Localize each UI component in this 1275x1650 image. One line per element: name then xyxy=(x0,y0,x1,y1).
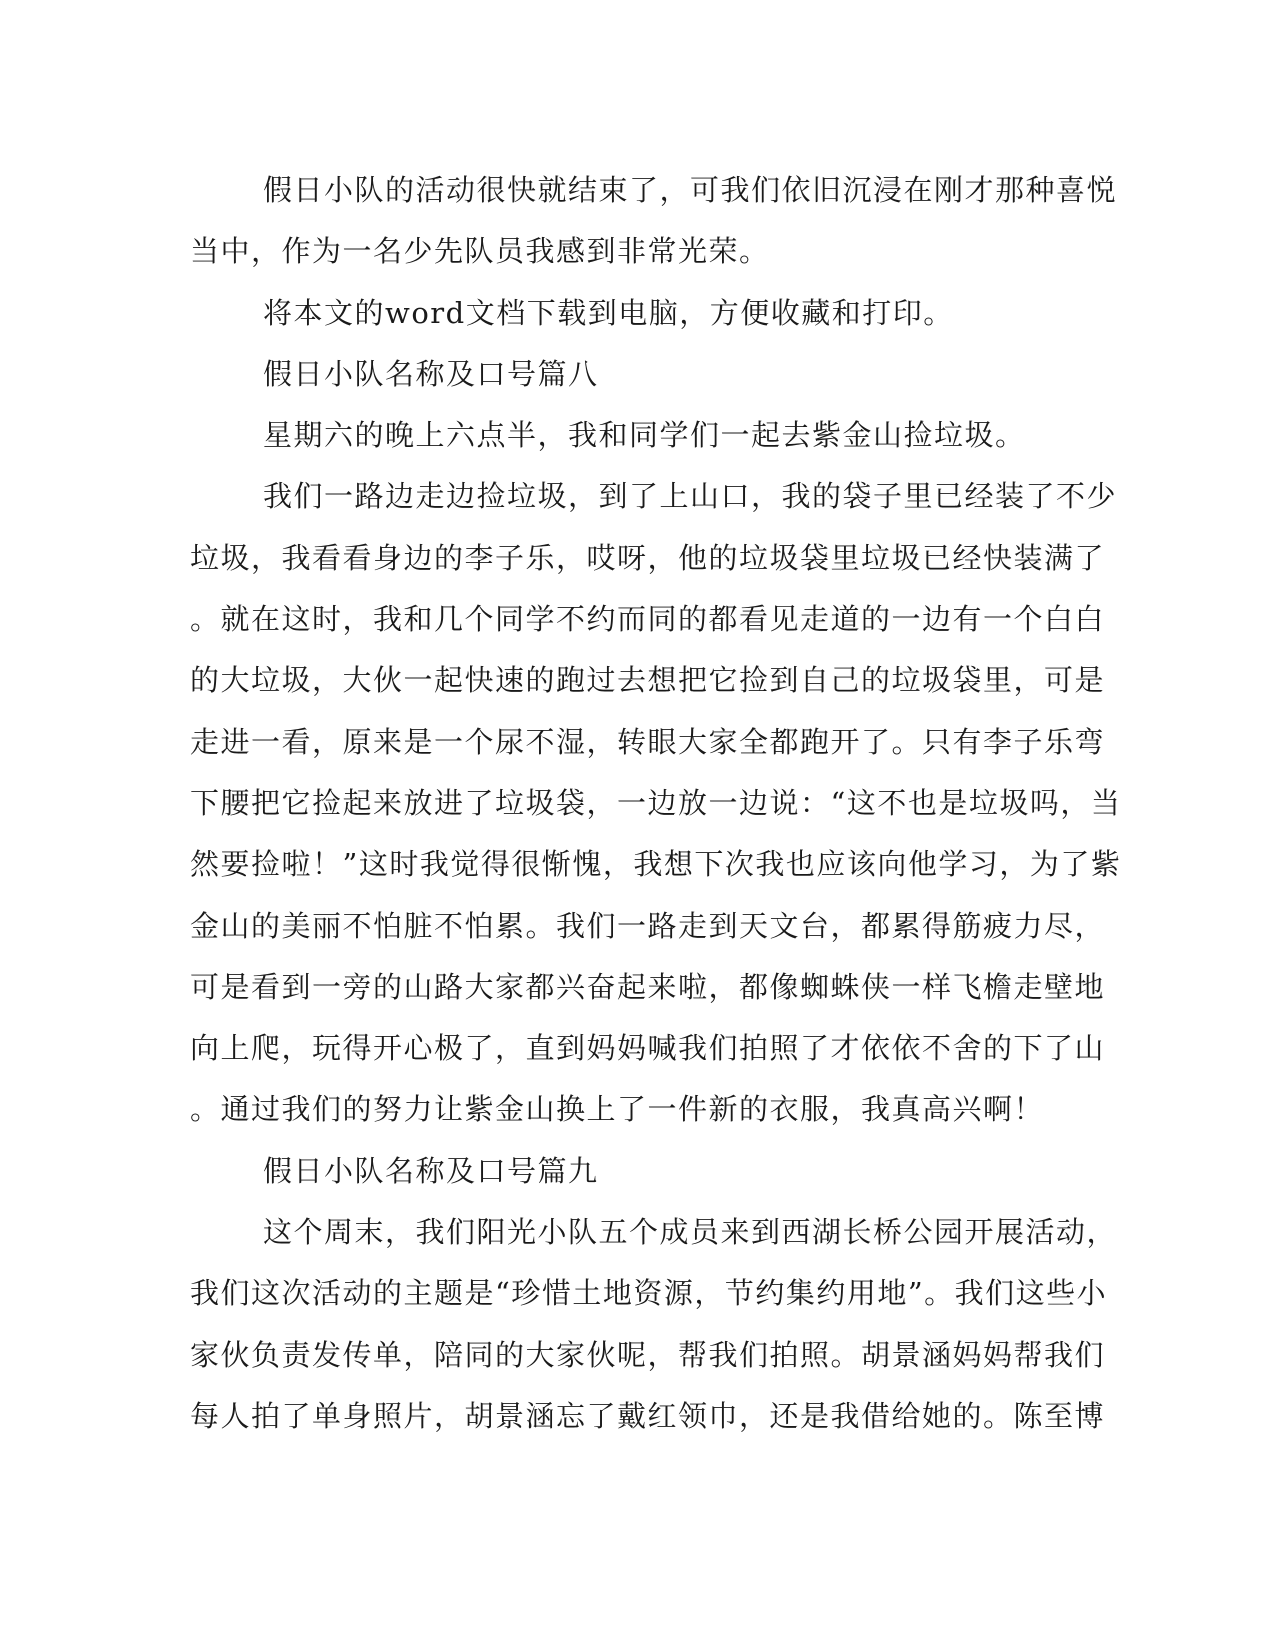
paragraph-line: 下腰把它捡起来放进了垃圾袋，一边放一边说：“这不也是垃圾吗，当 xyxy=(190,785,1122,820)
paragraph-line: 这个周末，我们阳光小队五个成员来到西湖长桥公园开展活动， xyxy=(263,1215,1118,1250)
paragraph-line: 每人拍了单身照片，胡景涵忘了戴红领巾，还是我借给她的。陈至博 xyxy=(190,1398,1106,1433)
paragraph-line: 的大垃圾，大伙一起快速的跑过去想把它捡到自己的垃圾袋里，可是 xyxy=(190,663,1106,698)
document-body xyxy=(190,160,1122,1447)
paragraph-line: 金山的美丽不怕脏不怕累。我们一路走到天文台，都累得筋疲力尽， xyxy=(190,908,1106,943)
section-heading: 假日小队名称及口号篇九 xyxy=(263,1153,599,1188)
paragraph-line: 可是看到一旁的山路大家都兴奋起来啦，都像蜘蛛侠一样飞檐走壁地 xyxy=(190,969,1106,1004)
paragraph-line: 我们一路边走边捡垃圾，到了上山口，我的袋子里已经装了不少 xyxy=(263,479,1118,514)
section-heading: 假日小队名称及口号篇八 xyxy=(263,356,599,391)
paragraph-line: 家伙负责发传单，陪同的大家伙呢，帮我们拍照。胡景涵妈妈帮我们 xyxy=(190,1337,1106,1372)
paragraph-line: 垃圾，我看看身边的李子乐，哎呀，他的垃圾袋里垃圾已经快装满了 xyxy=(190,540,1106,575)
paragraph-line: 。就在这时，我和几个同学不约而同的都看见走道的一边有一个白白 xyxy=(190,602,1106,637)
paragraph-line: 星期六的晚上六点半，我和同学们一起去紫金山捡垃圾。 xyxy=(263,418,1026,453)
paragraph-line: 走进一看，原来是一个尿不湿，转眼大家全都跑开了。只有李子乐弯 xyxy=(190,724,1106,759)
paragraph-line: 。通过我们的努力让紫金山换上了一件新的衣服，我真高兴啊！ xyxy=(190,1092,1045,1127)
paragraph-line: 然要捡啦！”这时我觉得很惭愧，我想下次我也应该向他学习，为了紫 xyxy=(190,847,1122,882)
paragraph-line: 我们这次活动的主题是“珍惜土地资源，节约集约用地”。我们这些小 xyxy=(190,1276,1108,1311)
paragraph-line: 将本文的word文档下载到电脑，方便收藏和打印。 xyxy=(263,295,954,330)
paragraph-line: 向上爬，玩得开心极了，直到妈妈喊我们拍照了才依依不舍的下了山 xyxy=(190,1031,1106,1066)
paragraph-line: 假日小队的活动很快就结束了，可我们依旧沉浸在刚才那种喜悦 xyxy=(263,173,1118,207)
paragraph-line: 当中，作为一名少先队员我感到非常光荣。 xyxy=(190,234,770,269)
